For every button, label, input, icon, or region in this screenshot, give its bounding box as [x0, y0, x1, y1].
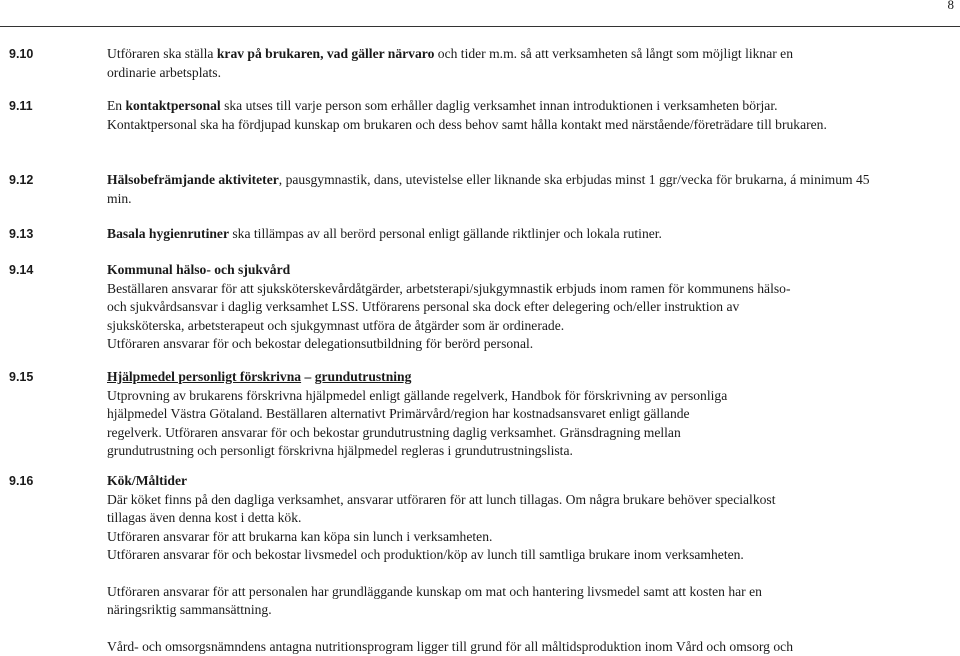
section-number: 9.10 [9, 45, 33, 64]
text-line: näringsriktig sammansättning. [107, 601, 877, 620]
section-body [107, 472, 877, 656]
section-body [107, 368, 877, 461]
heading-separator: – [301, 369, 315, 384]
text-line: Där köket finns på den dagliga verksamhet, ansvarar utföraren för att lunch tillagas. Om några brukare behöver specialkost [107, 491, 877, 510]
header-rule [0, 26, 960, 27]
text: Utföraren ska ställa [107, 46, 217, 61]
bold-text: Basala hygienrutiner [107, 226, 229, 241]
section-heading: Hjälpmedel personligt förskrivna [107, 369, 301, 384]
text-line: Utföraren ansvarar för och bekostar livsmedel och produktion/köp av lunch till samtliga brukare inom verksamheten. [107, 546, 877, 565]
section-heading: Kök/Måltider [107, 473, 187, 488]
text-line: Utföraren ansvarar för att personalen har grundläggande kunskap om mat och hantering livsmedel samt att kosten har en [107, 583, 877, 602]
text-line: Utföraren ansvarar för att brukarna kan köpa sin lunch i verksamheten. [107, 528, 877, 547]
bold-text: kontaktpersonal [126, 98, 221, 113]
section-heading: Kommunal hälso- och sjukvård [107, 262, 290, 277]
section-body [107, 261, 877, 354]
text-line: grundutrustning och personligt förskrivna hjälpmedel regleras i grundutrustningslista. [107, 442, 877, 461]
text: En [107, 98, 126, 113]
text: ska utses till varje person som erhåller daglig verksamhet innan introduktionen i verksamheten börjar. [221, 98, 778, 113]
section-number: 9.13 [9, 225, 33, 244]
text-line: och sjukvårdsansvar i daglig verksamhet LSS. Utförarens personal ska dock efter delegering och/eller instruktion av [107, 298, 877, 317]
text-line: regelverk. Utföraren ansvarar för och bekostar grundutrustning daglig verksamhet. Gränsdragning mellan [107, 424, 877, 443]
section-heading-tail: grundutrustning [315, 369, 412, 384]
section-number: 9.11 [9, 97, 33, 116]
section-number: 9.15 [9, 368, 33, 387]
text-line: Utföraren ansvarar för och bekostar delegationsutbildning för berörd personal. [107, 335, 877, 354]
text-line: Utprovning av brukarens förskrivna hjälpmedel enligt gällande regelverk, Handbok för förskrivning av personliga [107, 387, 877, 406]
text-line: Vård- och omsorgsnämndens antagna nutritionsprogram ligger till grund för all måltidsproduktion inom Vård och omsorg och [107, 638, 877, 656]
section-body [107, 45, 877, 82]
bold-text: krav på brukaren, vad gäller närvaro [217, 46, 435, 61]
page-number: 8 [948, 0, 955, 13]
text-line: sjuksköterska, arbetsterapeut och sjukgymnast utföra de åtgärder som är ordinerade. [107, 317, 877, 336]
section-number: 9.16 [9, 472, 33, 491]
section-number: 9.12 [9, 171, 33, 190]
text: och tider m.m. så att verksamheten så långt som möjligt liknar en [434, 46, 793, 61]
text: , pausgymnastik, dans, utevistelse eller liknande ska erbjudas minst 1 ggr/vecka för brukarna, á minimum 45 min. [107, 172, 870, 206]
bold-text: Hälsobefrämjande aktiviteter [107, 172, 279, 187]
paragraph: Kontaktpersonal ska ha fördjupad kunskap om brukaren och dess behov samt hålla kontakt med närstående/företrädare till brukaren. [107, 116, 877, 135]
section-number: 9.14 [9, 261, 33, 280]
text: ordinarie arbetsplats. [107, 64, 877, 83]
section-body [107, 171, 877, 208]
text-line: hjälpmedel Västra Götaland. Beställaren alternativt Primärvård/region har kostnadsansvaret enligt gällande [107, 405, 877, 424]
text-line: tillagas även denna kost i detta kök. [107, 509, 877, 528]
text-line: Beställaren ansvarar för att sjuksköterskevårdåtgärder, arbetsterapi/sjukgymnastik erbjuds inom ramen för kommunens hälso- [107, 280, 877, 299]
section-body [107, 225, 877, 244]
section-body [107, 97, 877, 134]
text: ska tillämpas av all berörd personal enligt gällande riktlinjer och lokala rutiner. [229, 226, 662, 241]
